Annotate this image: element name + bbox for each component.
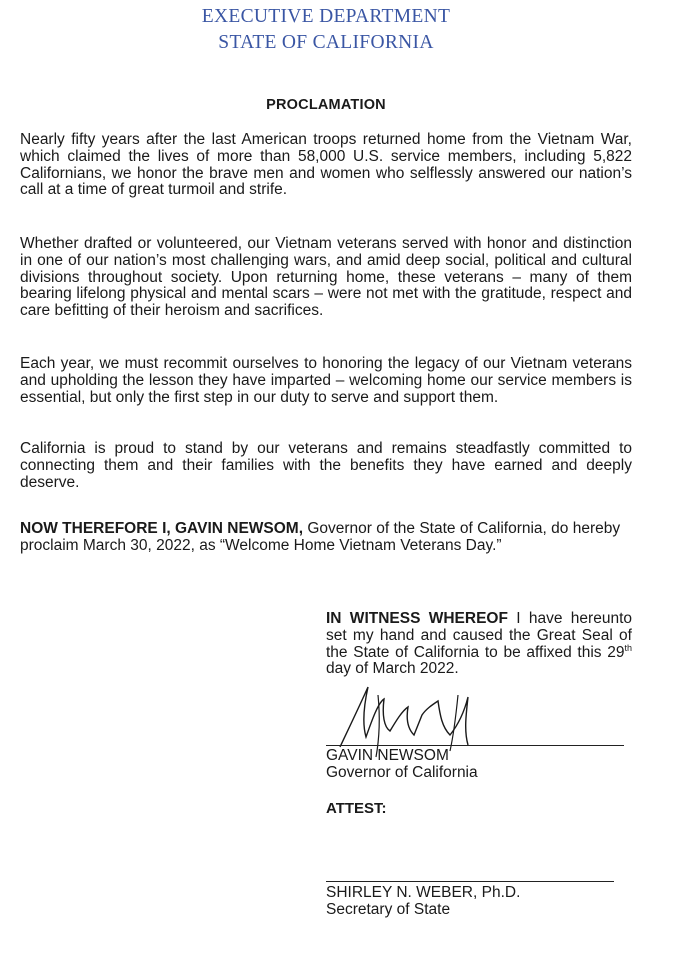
attest-label: ATTEST: [326, 800, 387, 817]
letterhead-department: EXECUTIVE DEPARTMENT [201, 6, 451, 27]
paragraph-1: Nearly fifty years after the last American troops returned home from the Vietnam War, which claimed the lives of more than 58,000 U.S. service members, including 5,822 Californians, we honor the brave men and women who selflessly answered our nation’s call at a time of great turmoil and strife. [20, 131, 632, 199]
proclamation-text: Governor of the State of California, do hereby proclaim March 30, 2022, as “Welcome Home Vietnam Veterans Day.” [20, 520, 621, 554]
witness-tail: day of March 2022. [326, 660, 459, 678]
witness-clause [326, 611, 632, 678]
witness-lead: IN WITNESS WHEREOF [326, 610, 508, 627]
proclamation-statement [20, 521, 632, 555]
paragraph-3: Each year, we must recommit ourselves to honoring the legacy of our Vietnam veterans and upholding the lesson they have imparted – welcoming home our service members is essential, but only the first step in our duty to serve and support them. [20, 355, 632, 406]
letterhead [0, 4, 652, 56]
document-title: PROCLAMATION [266, 97, 386, 113]
governor-name: GAVIN NEWSOM [326, 747, 449, 764]
witness-text: I have hereunto set my hand and caused the Great Seal of the State of California to be affixed this 29 [326, 610, 632, 661]
witness-ordinal: th [624, 642, 632, 653]
paragraph-2: Whether drafted or volunteered, our Vietnam veterans served with honor and distinction in one of our nation’s most challenging wars, and amid deep social, political and cultural divisions throughout society. Upon returning home, these veterans – many of them bearing lifelong physical and mental scars – were not met with the gratitude, respect and care befitting of their heroism and sacrifices. [20, 235, 632, 320]
governor-signature-line [326, 745, 624, 746]
paragraph-4: California is proud to stand by our veterans and remains steadfastly committed to connecting them and their families with the benefits they have earned and deeply deserve. [20, 440, 632, 491]
letterhead-state: STATE OF CALIFORNIA [218, 32, 434, 53]
governor-title: Governor of California [326, 764, 478, 781]
proclamation-lead: NOW THEREFORE I, GAVIN NEWSOM, [20, 520, 304, 537]
secretary-title: Secretary of State [326, 901, 451, 918]
secretary-name: SHIRLEY N. WEBER, Ph.D. [326, 884, 521, 901]
secretary-signature-line [326, 881, 614, 882]
